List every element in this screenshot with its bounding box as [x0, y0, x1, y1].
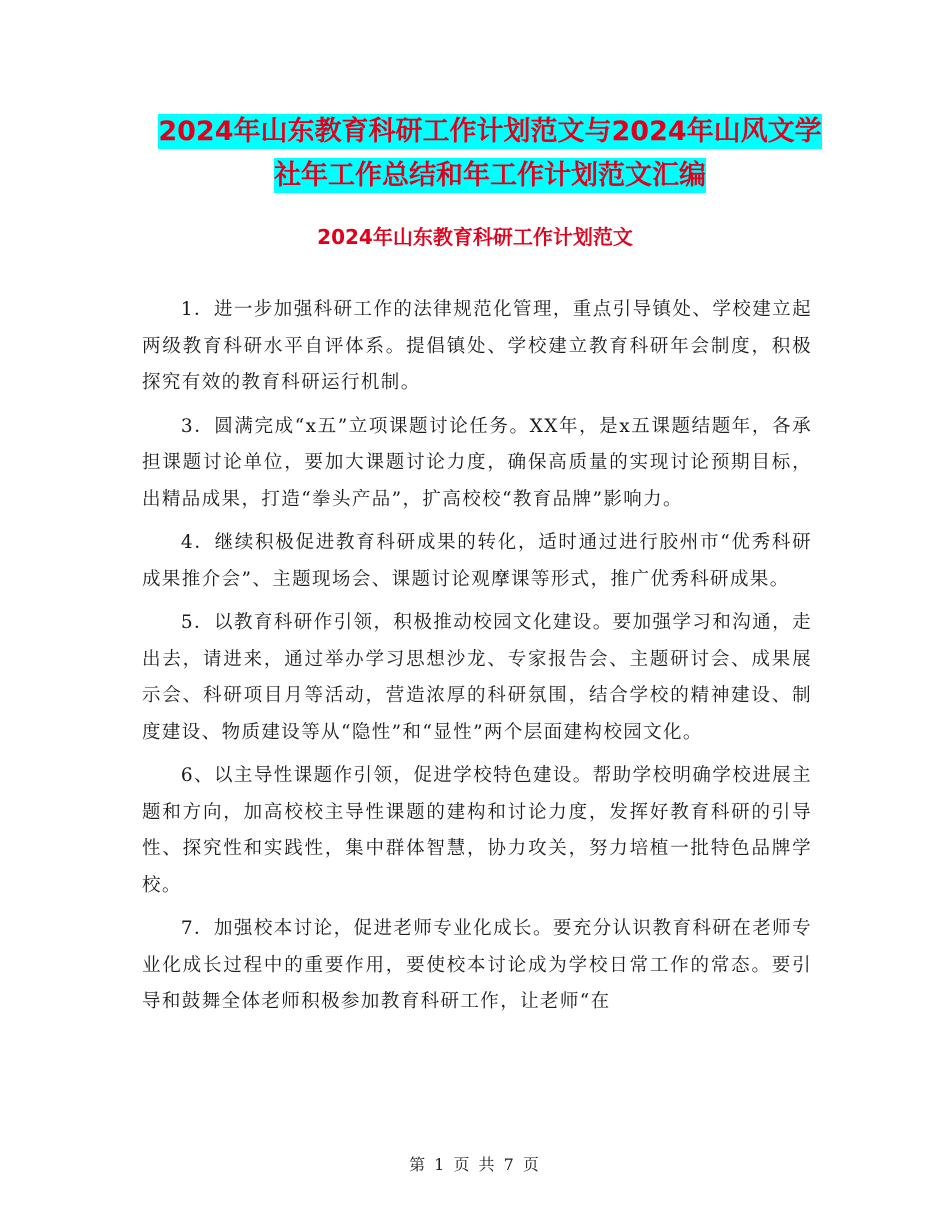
paragraph: 6、以主导性课题作引领，促进学校特色建设。帮助学校明确学校进展主题和方向，加高校校主导性课题的建构和讨论力度，发挥好教育科研的引导性、探究性和实践性，集中群体智慧，协力攻关，努力培植一批特色品牌学校。	[142, 765, 812, 896]
document-title	[140, 110, 840, 198]
paragraph: 7．加强校本讨论，促进老师专业化成长。要充分认识教育科研在老师专业化成长过程中的重要作用，要使校本讨论成为学校日常工作的常态。要引导和鼓舞全体老师积极参加教育科研工作，让老师“在	[142, 918, 812, 1012]
title-line-1: 2024年山东教育科研工作计划范文与2024年山风文学	[158, 116, 822, 147]
paragraph: 4．继续积极促进教育科研成果的转化，适时通过进行胶州市“优秀科研成果推介会”、主题现场会、课题讨论观摩课等形式，推广优秀科研成果。	[142, 532, 812, 590]
page-footer: 第 1 页 共 7 页	[409, 1155, 541, 1174]
title-line-2: 社年工作总结和年工作计划范文汇编	[274, 160, 706, 191]
paragraph: 5．以教育科研作引领，积极推动校园文化建设。要加强学习和沟通，走出去，请进来，通过举办学习思想沙龙、专家报告会、主题研讨会、成果展示会、科研项目月等活动，营造浓厚的科研氛围，结合学校的精神建设、制度建设、物质建设等从“隐性”和“显性”两个层面建构校园文化。	[142, 612, 812, 743]
paragraph: 3．圆满完成“x五”立项课题讨论任务。XX年，是x五课题结题年，各承担课题讨论单位，要加大课题讨论力度，确保高质量的实现讨论预期目标，出精品成果，打造“拳头产品”，扩高校校“教育品牌”影响力。	[142, 415, 812, 510]
document-body	[142, 292, 812, 1028]
paragraph: 1．进一步加强科研工作的法律规范化管理，重点引导镇处、学校建立起两级教育科研水平自评体系。提倡镇处、学校建立教育科研年会制度，积极探究有效的教育科研运行机制。	[142, 299, 812, 393]
section-heading: 2024年山东教育科研工作计划范文	[317, 225, 633, 249]
